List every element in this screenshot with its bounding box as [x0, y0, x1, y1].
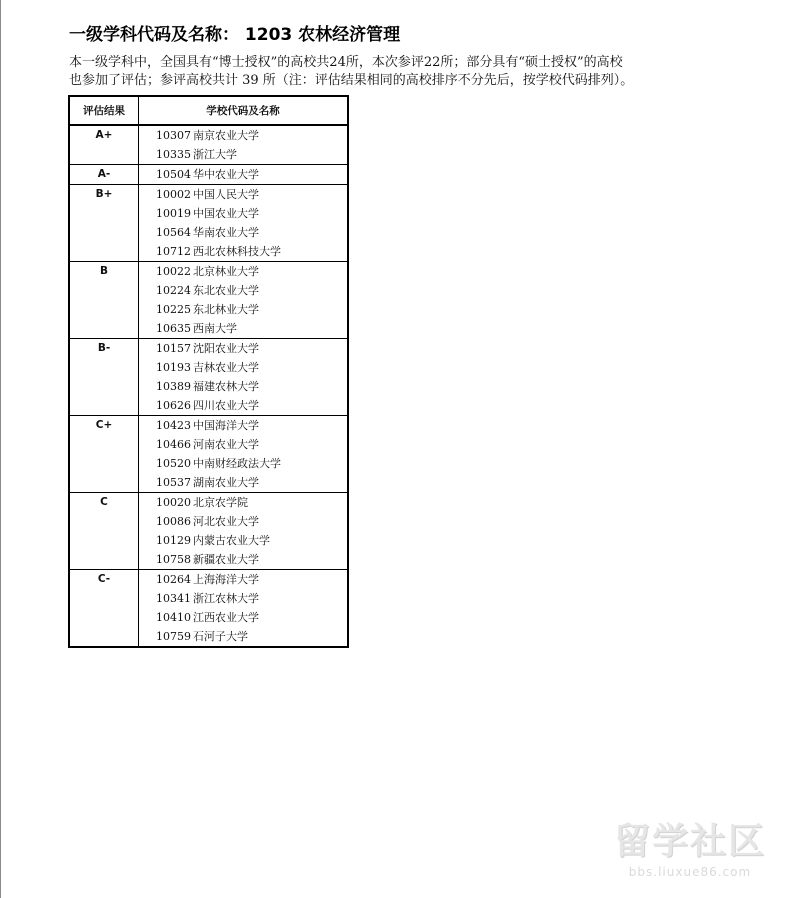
- school-cell: [139, 281, 349, 300]
- school-cell: [139, 531, 349, 550]
- table-body: [69, 125, 348, 647]
- watermark-url: bbs.liuxue86.com: [628, 865, 752, 879]
- table-row: [69, 125, 348, 145]
- school-code: 10224: [156, 284, 191, 297]
- intro-line: 本一级学科中，全国具有“博士授权”的高校共24所，本次参评22所；部分具有“硕士授权”的高校: [69, 55, 623, 70]
- school-cell: [139, 493, 349, 513]
- table-row: [69, 165, 348, 185]
- school-code: 10022: [156, 265, 191, 278]
- school-code: 10759: [156, 630, 191, 643]
- school-name: 沈阳农业大学: [193, 342, 259, 355]
- school-name: 中国海洋大学: [193, 419, 259, 432]
- intro-line: 也参加了评估；参评高校共计 39 所（注：评估结果相同的高校排序不分先后，按学校代码排列）。: [69, 73, 634, 88]
- school-cell: [139, 627, 349, 647]
- school-name: 南京农业大学: [193, 129, 259, 142]
- school-code: 10193: [156, 361, 191, 374]
- grade-cell: C+: [69, 416, 139, 493]
- school-cell: [139, 608, 349, 627]
- school-name: 吉林农业大学: [193, 361, 259, 374]
- school-cell: [139, 550, 349, 570]
- school-name: 河南农业大学: [193, 438, 259, 451]
- school-code: 10086: [156, 515, 191, 528]
- school-code: 10335: [156, 148, 191, 161]
- school-cell: [139, 512, 349, 531]
- school-name: 上海海洋大学: [193, 573, 259, 586]
- table-row: [69, 185, 348, 205]
- grade-cell: B: [69, 262, 139, 339]
- table-header-row: [69, 96, 348, 125]
- school-cell: [139, 204, 349, 223]
- school-name: 福建农林大学: [193, 380, 259, 393]
- school-name: 西南大学: [193, 322, 237, 335]
- school-name: 中国农业大学: [193, 207, 259, 220]
- school-code: 10389: [156, 380, 191, 393]
- school-name: 中南财经政法大学: [193, 457, 281, 470]
- school-code: 10307: [156, 129, 191, 142]
- site-watermark: [600, 820, 780, 890]
- school-cell: [139, 185, 349, 205]
- table-row: [69, 416, 348, 436]
- grade-cell: B-: [69, 339, 139, 416]
- school-code: 10504: [156, 168, 191, 181]
- header-school: 学校代码及名称: [139, 96, 349, 125]
- school-name: 北京林业大学: [193, 265, 259, 278]
- school-code: 10002: [156, 188, 191, 201]
- school-code: 10410: [156, 611, 191, 624]
- school-name: 西北农林科技大学: [193, 245, 281, 258]
- school-cell: [139, 125, 349, 145]
- table-row: [69, 493, 348, 513]
- school-name: 华南农业大学: [193, 226, 259, 239]
- school-name: 湖南农业大学: [193, 476, 259, 489]
- school-name: 中国人民大学: [193, 188, 259, 201]
- school-name: 内蒙古农业大学: [193, 534, 270, 547]
- watermark-logo: 留学社区: [613, 821, 766, 862]
- school-name: 北京农学院: [193, 496, 248, 509]
- table-row: [69, 262, 348, 282]
- school-name: 东北农业大学: [193, 284, 259, 297]
- grade-cell: A+: [69, 125, 139, 165]
- school-name: 石河子大学: [193, 630, 248, 643]
- school-cell: [139, 589, 349, 608]
- intro-paragraph: [69, 54, 734, 90]
- school-code: 10758: [156, 553, 191, 566]
- table-row: [69, 339, 348, 359]
- header-grade: 评估结果: [69, 96, 139, 125]
- school-code: 10635: [156, 322, 191, 335]
- school-cell: [139, 223, 349, 242]
- school-cell: [139, 262, 349, 282]
- school-code: 10712: [156, 245, 191, 258]
- school-cell: [139, 358, 349, 377]
- school-name: 浙江大学: [193, 148, 237, 161]
- school-name: 东北林业大学: [193, 303, 259, 316]
- school-cell: [139, 435, 349, 454]
- school-cell: [139, 300, 349, 319]
- school-cell: [139, 145, 349, 165]
- grade-cell: B+: [69, 185, 139, 262]
- grade-cell: C-: [69, 570, 139, 648]
- school-code: 10264: [156, 573, 191, 586]
- school-code: 10520: [156, 457, 191, 470]
- school-code: 10341: [156, 592, 191, 605]
- school-name: 江西农业大学: [193, 611, 259, 624]
- school-code: 10129: [156, 534, 191, 547]
- school-code: 10564: [156, 226, 191, 239]
- table-row: [69, 570, 348, 590]
- page-edge: [0, 0, 1, 898]
- school-code: 10423: [156, 419, 191, 432]
- document-title: 一级学科代码及名称： 1203 农林经济管理: [69, 25, 401, 45]
- school-cell: [139, 473, 349, 493]
- school-name: 新疆农业大学: [193, 553, 259, 566]
- school-cell: [139, 339, 349, 359]
- school-code: 10020: [156, 496, 191, 509]
- school-code: 10466: [156, 438, 191, 451]
- school-cell: [139, 377, 349, 396]
- school-name: 四川农业大学: [193, 399, 259, 412]
- school-cell: [139, 454, 349, 473]
- school-cell: [139, 416, 349, 436]
- school-cell: [139, 319, 349, 339]
- grade-cell: C: [69, 493, 139, 570]
- evaluation-results-table: [68, 95, 349, 648]
- school-code: 10019: [156, 207, 191, 220]
- school-name: 华中农业大学: [193, 168, 259, 181]
- school-code: 10157: [156, 342, 191, 355]
- school-cell: [139, 570, 349, 590]
- school-code: 10626: [156, 399, 191, 412]
- school-code: 10225: [156, 303, 191, 316]
- school-name: 河北农业大学: [193, 515, 259, 528]
- school-cell: [139, 396, 349, 416]
- school-code: 10537: [156, 476, 191, 489]
- school-cell: [139, 242, 349, 262]
- school-name: 浙江农林大学: [193, 592, 259, 605]
- school-cell: [139, 165, 349, 185]
- grade-cell: A-: [69, 165, 139, 185]
